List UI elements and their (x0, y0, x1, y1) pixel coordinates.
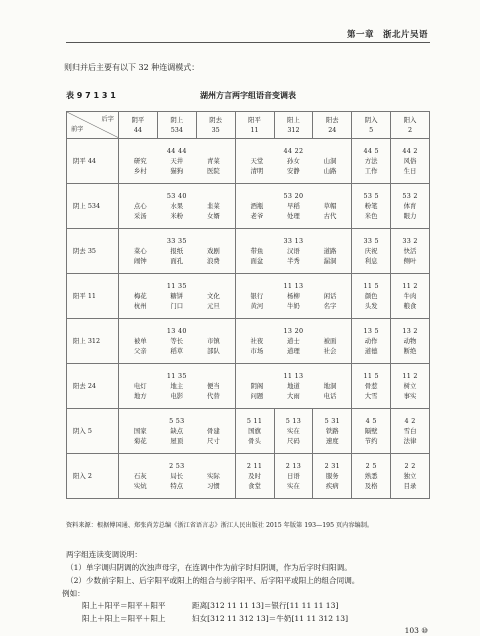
row-header: 阴上 534 (67, 184, 119, 229)
tone-group-cell (352, 184, 391, 229)
example-word: 菜心 (133, 247, 147, 255)
tone-sandhi-table (66, 111, 430, 499)
example-word: 利息 (364, 257, 378, 265)
tone-value: 5 31 (324, 417, 341, 425)
tone-value: 44 22 (283, 147, 304, 155)
example-word: 闹钟 (133, 257, 147, 265)
tone-group-cell (391, 364, 430, 409)
example-word: 大雨 (287, 392, 300, 400)
example-word: 市场 (250, 347, 264, 355)
example-word: 草帽 (323, 202, 337, 210)
example-word: 实际 (206, 472, 220, 480)
example-word: 道路 (323, 247, 337, 255)
table-row (67, 319, 430, 364)
example-word: 米粉 (170, 212, 184, 220)
example-word: 代替 (206, 392, 220, 400)
example-word: 法律 (403, 437, 417, 445)
example-word: 独立 (403, 472, 417, 480)
header-rule (66, 42, 430, 43)
example-word: 山路 (323, 167, 337, 175)
example-formula-1: 阳上＋阳平＝阳平＋阳平 距离[312 11 11 13]＝银行[11 11 11 13] (82, 601, 339, 610)
row-header: 阳上 312 (67, 319, 119, 364)
example-word: 黄河 (250, 302, 264, 310)
example-word: 菊花 (133, 437, 147, 445)
corner-before-label: 前字 (71, 126, 84, 133)
example-word: 节约 (364, 437, 378, 445)
tone-group-cell (391, 409, 430, 454)
example-word: 处理 (287, 212, 300, 220)
page-number: 103 ⑩ (404, 626, 428, 635)
table-row (67, 139, 430, 184)
example-word: 带鱼 (250, 247, 264, 255)
example-word: 面孔 (170, 257, 184, 265)
example-word: 山洞 (323, 157, 337, 165)
column-header: 阴平 44 (119, 112, 158, 139)
tone-value: 33 13 (283, 237, 304, 245)
example-word: 风俗 (403, 157, 417, 165)
tone-value: 5 53 (169, 417, 185, 425)
example-word: 天堂 (250, 157, 264, 165)
table-body (67, 139, 430, 499)
example-word: 点心 (133, 202, 147, 210)
tone-value: 11 13 (283, 372, 304, 380)
example-word: 铁路 (325, 427, 339, 435)
example-word: 安静 (287, 167, 300, 175)
example-word: 便当 (206, 382, 220, 390)
example-word: 青菜 (206, 157, 220, 165)
column-header: 阳入 2 (391, 112, 430, 139)
example-word: 文化 (206, 292, 220, 300)
example-word: 部队 (206, 347, 220, 355)
table-row (67, 409, 430, 454)
tone-group-cell (352, 409, 391, 454)
example-word: 食堂 (248, 482, 261, 490)
tone-group-cell (119, 364, 236, 409)
example-word: 熟悉 (364, 472, 378, 480)
explanation-heading: 两字组连读变调说明： (66, 550, 142, 559)
example-word: 社夜 (250, 337, 264, 345)
column-header: 阳去 24 (313, 112, 352, 139)
tone-value: 5 11 (246, 417, 263, 425)
example-word: 地主 (170, 382, 184, 390)
tone-group-cell (313, 454, 352, 499)
tone-value: 44 44 (166, 147, 187, 155)
example-word: 动物 (403, 337, 417, 345)
example-word: 孙女 (287, 157, 300, 165)
example-word: 头发 (364, 302, 378, 310)
example-word: 速度 (325, 437, 339, 445)
tone-value: 2 5 (365, 462, 377, 470)
column-header: 阳上 312 (274, 112, 313, 139)
example-word: 闲话 (323, 292, 337, 300)
tone-group-cell (391, 139, 430, 184)
example-word: 面盆 (250, 257, 264, 265)
tone-value: 11 2 (402, 372, 418, 380)
tone-value: 53 40 (166, 192, 187, 200)
example-word: 粉笔 (364, 202, 378, 210)
tone-value: 11 2 (402, 282, 418, 290)
tone-group-cell (391, 229, 430, 274)
example-word: 漏洞 (323, 257, 337, 265)
example-word: 韭菜 (206, 202, 220, 210)
example-word: 乡村 (133, 167, 147, 175)
tone-group-cell (352, 364, 391, 409)
table-row (67, 274, 430, 319)
tone-group-cell (352, 139, 391, 184)
example-word: 父亲 (133, 347, 147, 355)
tone-value: 11 35 (166, 372, 187, 380)
tone-group-cell (119, 454, 236, 499)
row-header: 阴去 35 (67, 229, 119, 274)
example-word: 古代 (323, 212, 337, 220)
example-word: 树立 (403, 382, 417, 390)
example-word: 地洞 (323, 382, 337, 390)
tone-value: 2 11 (246, 462, 263, 470)
tone-value: 53 2 (402, 192, 418, 200)
example-word: 糖饼 (170, 292, 184, 300)
example-word: 门口 (170, 302, 184, 310)
example-word: 道德 (364, 347, 378, 355)
example-word: 骨建 (206, 427, 220, 435)
example-word: 被面 (323, 337, 337, 345)
example-word: 及格 (364, 482, 378, 490)
tone-group-cell (313, 409, 352, 454)
tone-value: 13 20 (283, 327, 304, 335)
example-word: 侧叶 (403, 257, 417, 265)
tone-value: 5 13 (285, 417, 302, 425)
table-row (67, 229, 430, 274)
explanation-2: （2）少数前字阳上、后字阳平或阳上的组合与前字阳平、后字阳平或阳上的组合同调。 (66, 576, 360, 585)
tone-value: 11 13 (283, 282, 304, 290)
example-word: 快活 (403, 247, 417, 255)
tone-group-cell (235, 139, 352, 184)
example-word: 银行 (250, 292, 264, 300)
tone-group-cell (391, 319, 430, 364)
example-word: 及时 (248, 472, 261, 480)
example-word: 动作 (364, 337, 378, 345)
table-title: 湖州方言两字组语音变调表 (200, 91, 296, 100)
example-word: 局长 (170, 472, 184, 480)
example-word: 等长 (170, 337, 184, 345)
example-formula-2: 阳上＋阳上＝阳平＋阳上 妇女[312 11 312 13]＝牛奶[11 11 312 13] (82, 614, 349, 623)
row-header: 阳入 2 (67, 454, 119, 499)
tone-value: 2 31 (324, 462, 341, 470)
table-number: 表 9 7 1 3 1 (66, 91, 116, 100)
tone-value: 13 5 (363, 327, 379, 335)
tone-value: 13 40 (166, 327, 187, 335)
tone-value: 2 13 (285, 462, 302, 470)
example-word: 工作 (364, 167, 378, 175)
row-header: 阳平 11 (67, 274, 119, 319)
example-word: 被单 (133, 337, 147, 345)
example-word: 地方 (133, 392, 147, 400)
tone-value: 53 20 (283, 192, 304, 200)
example-word: 杭州 (133, 302, 147, 310)
tone-value: 4 5 (365, 417, 377, 425)
example-word: 道士 (287, 337, 300, 345)
example-word: 屋顶 (170, 437, 184, 445)
tone-group-cell (119, 229, 236, 274)
example-word: 大雪 (364, 392, 378, 400)
example-label: 例如： (62, 589, 85, 598)
tone-group-cell (352, 454, 391, 499)
example-word: 粮食 (403, 302, 417, 310)
column-header: 阴去 35 (196, 112, 235, 139)
tone-value: 11 5 (363, 282, 379, 290)
tone-group-cell (235, 274, 352, 319)
tone-value: 2 2 (404, 462, 416, 470)
corner-after-label: 后字 (101, 116, 114, 123)
example-word: 牛奶 (287, 302, 300, 310)
tone-group-cell (119, 319, 236, 364)
example-word: 体育 (403, 202, 417, 210)
example-word: 梅花 (133, 292, 147, 300)
example-word: 老爷 (250, 212, 264, 220)
row-header: 阴入 5 (67, 409, 119, 454)
tone-group-cell (235, 229, 352, 274)
example-word: 目录 (403, 482, 417, 490)
tone-group-cell (352, 319, 391, 364)
example-word: 社会 (323, 347, 337, 355)
tone-group-cell (352, 274, 391, 319)
example-word: 名字 (323, 302, 337, 310)
example-word: 颜色 (364, 292, 378, 300)
example-word: 实炕 (133, 482, 147, 490)
tone-value: 13 2 (402, 327, 418, 335)
example-word: 电影 (170, 392, 184, 400)
example-word: 稻草 (170, 347, 184, 355)
example-word: 石灰 (133, 472, 147, 480)
source-note: 资料来源：根据傅国通、郑张尚芳总编《浙江省语言志》浙江人民出版社 2015 年版第 193—195 页内容编制。 (66, 522, 374, 529)
example-word: 早稻 (287, 202, 300, 210)
example-word: 采汤 (133, 212, 147, 220)
example-word: 医院 (206, 167, 220, 175)
example-word: 报纸 (170, 247, 184, 255)
example-word: 国家 (133, 427, 147, 435)
example-word: 问题 (250, 392, 264, 400)
tone-value: 44 2 (402, 147, 418, 155)
example-word: 事实 (403, 392, 417, 400)
tone-group-cell (391, 184, 430, 229)
example-word: 实在 (287, 427, 300, 435)
corner-cell (67, 112, 119, 139)
example-word: 骨头 (248, 437, 261, 445)
example-word: 半秀 (287, 257, 300, 265)
example-word: 地道 (287, 382, 300, 390)
tone-group-cell (119, 409, 236, 454)
example-word: 实在 (287, 482, 300, 490)
example-word: 道理 (287, 347, 300, 355)
tone-group-cell (274, 409, 313, 454)
example-word: 特点 (170, 482, 184, 490)
column-header: 阴上 534 (157, 112, 196, 139)
example-word: 生日 (403, 167, 417, 175)
example-word: 米色 (364, 212, 378, 220)
tone-value: 33 5 (363, 237, 379, 245)
example-word: 猫狗 (170, 167, 184, 175)
tone-value: 44 5 (363, 147, 379, 155)
tone-group-cell (235, 319, 352, 364)
example-word: 女婿 (206, 212, 220, 220)
example-word: 元旦 (206, 302, 220, 310)
tone-value: 11 35 (166, 282, 187, 290)
chapter-header: 第一章 浙北片吴语 (346, 30, 428, 40)
example-word: 庆祝 (364, 247, 378, 255)
example-word: 研究 (133, 157, 147, 165)
row-header: 阳去 24 (67, 364, 119, 409)
example-word: 汉语 (287, 247, 300, 255)
example-word: 方法 (364, 157, 378, 165)
example-word: 断绝 (403, 347, 417, 355)
example-word: 水果 (170, 202, 184, 210)
tone-group-cell (352, 229, 391, 274)
explanation-1: （1）单字调归阴调的次浊声母字，在连调中作为前字时归阴调，作为后字时归阳调。 (66, 563, 352, 572)
example-word: 雪白 (403, 427, 417, 435)
column-header: 阴入 5 (352, 112, 391, 139)
table-row (67, 364, 430, 409)
example-word: 尺码 (287, 437, 300, 445)
example-word: 杨柳 (287, 292, 300, 300)
example-word: 牛肉 (403, 292, 417, 300)
tone-value: 53 5 (363, 192, 379, 200)
tone-group-cell (119, 184, 236, 229)
tone-group-cell (235, 454, 274, 499)
tone-value: 33 2 (402, 237, 418, 245)
example-word: 酒瓶 (250, 202, 264, 210)
example-word: 服务 (325, 472, 339, 480)
tone-value: 11 5 (363, 372, 379, 380)
example-word: 骨惹 (364, 382, 378, 390)
example-word: 清明 (250, 167, 264, 175)
tone-group-cell (119, 139, 236, 184)
tone-value: 2 53 (169, 462, 185, 470)
tone-value: 33 35 (166, 237, 187, 245)
row-header: 阴平 44 (67, 139, 119, 184)
example-word: 市镇 (206, 337, 220, 345)
example-word: 戏剧 (206, 247, 220, 255)
table-row (67, 184, 430, 229)
table-caption (66, 90, 430, 102)
tone-group-cell (235, 184, 352, 229)
example-word: 国旗 (248, 427, 261, 435)
tone-group-cell (274, 454, 313, 499)
example-word: 尺寸 (206, 437, 220, 445)
example-word: 隔壁 (364, 427, 378, 435)
example-word: 眼力 (403, 212, 417, 220)
intro-text: 则归并后主要有以下 32 种连调模式： (64, 63, 200, 72)
table-row (67, 454, 430, 499)
example-word: 天井 (170, 157, 184, 165)
tone-group-cell (119, 274, 236, 319)
example-word: 电灯 (133, 382, 147, 390)
tone-group-cell (391, 274, 430, 319)
example-word: 缺点 (170, 427, 184, 435)
tone-group-cell (235, 409, 274, 454)
example-word: 疾病 (325, 482, 339, 490)
example-word: 电话 (323, 392, 337, 400)
example-word: 日语 (287, 472, 300, 480)
tone-group-cell (391, 454, 430, 499)
example-word: 阴阁 (250, 382, 264, 390)
tone-value: 4 2 (404, 417, 416, 425)
column-header: 阳平 11 (235, 112, 274, 139)
tone-group-cell (235, 364, 352, 409)
example-word: 习惯 (206, 482, 220, 490)
example-word: 浪费 (206, 257, 220, 265)
